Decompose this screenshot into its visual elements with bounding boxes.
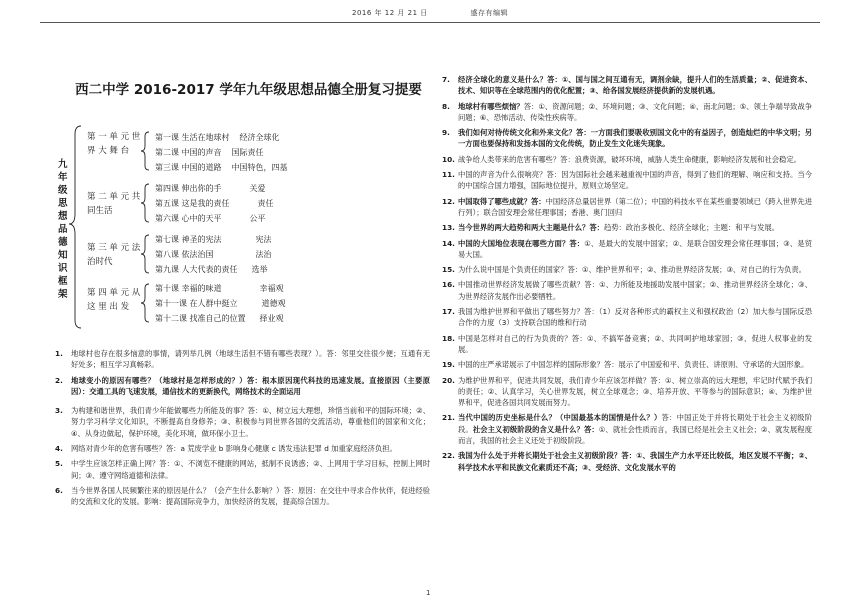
lesson-title: 第十一课 在人群中挺立 [155,299,238,308]
list-item [442,375,812,409]
list-item [55,458,430,481]
item-text: 中学生应该怎样正确上网？答：①、不浏览不健康的网站，抵制不良诱惑；②、上网用于学习目标，控制上网时间；③、遵守网络道德和法律。 [71,459,430,480]
item-text: 战争给人类带来的危害有哪些？答：浪费资源，破坏环境，威胁人类生命健康，影响经济发展和社会稳定。 [458,154,801,164]
item-number: 6. [55,485,63,495]
list-item [442,238,812,261]
item-text: ①、就社会性质而言，我国已经是社会主义社会；②、就发展程度而言，我国的社会主义还处于初级阶段。 [458,424,813,446]
item-text: 地球变小的原因有哪些？（地球村是怎样形成的？）答：根本原因现代科技的迅速发展。直接原因（主要原因）：交通工具的飞速发展，通信技术的更新换代，网络技术的全面运用 [71,375,430,396]
item-number: 9. [442,128,450,138]
lesson-title: 第一课 生活在地球村 [155,133,230,142]
item-number: 15. [442,265,455,275]
item-text: 答：中国正处于并将长期处于社会主义初级阶段。 [458,413,812,434]
header-editor: 盛存有编辑 [470,9,508,17]
lesson-topic: 国际责任 [231,148,264,157]
page-title: 西二中学 2016-2017 学年九年级思想品德全册复习提要 [75,82,422,98]
item-number: 7. [442,75,450,84]
header-divider [40,22,820,23]
knowledge-framework [55,114,430,336]
item-text: 中国的庄严承诺展示了中国怎样的国际形象？答：展示了中国爱和平、负责任、讲原则、守承诺的大国形象。 [458,360,809,370]
unit-4-lesson-2 [155,296,286,311]
unit-4-name: 第 四 单 元 从 这 里 出 发 [87,288,141,312]
item-text: 社会主义初级阶段的含义是什么？答： [472,424,599,434]
unit-1-lesson-1 [155,130,280,145]
lesson-topic: 宪法 [255,235,272,244]
unit-3-name: 第 三 单 元 法治时代 [87,243,141,267]
item-number: 11. [442,170,455,180]
lesson-topic: 选举 [251,265,268,274]
unit-3-lesson-2 [155,247,272,262]
lesson-title: 第八课 依法治国 [155,250,214,259]
item-text: 答：①、资源问题；②、环境问题；③、文化问题；④、南北问题；⑤、领土争端导致战争问题；⑥、恐怖活动、传染性疾病等。 [458,101,812,122]
item-text: 趋势：政治多极化、经济全球化；主题：和平与发展。 [603,223,780,233]
item-text: 为维护世界和平，促进共同发展，我们青少年应该怎样做？答：①、树立崇高的远大理想，牢记时代赋予我们的责任；②、认真学习，关心世界发展，树立全球观念；③、培养开放、平等参与的国际意识；④、为维护世界和平，促进各国共同发展而努力。 [458,375,812,408]
left-column [55,60,430,512]
list-item [442,412,812,446]
page-number: 1 [426,589,431,597]
list-item [55,375,430,398]
lesson-title: 第四课 伸出你的手 [155,184,222,193]
item-number: 14. [442,238,455,248]
item-number: 21. [442,413,455,423]
left-question-list [55,348,430,508]
item-text: 经济全球化的意义是什么？答：①、国与国之间互通有无，调剂余缺，提升人们的生活质量；②、促进资本、技术、知识等在全球范围内的优化配置；③、给各国发展经济提供新的发展机遇。 [458,75,812,96]
item-number: 4. [55,444,63,454]
unit-1-lesson-3 [155,160,288,175]
lesson-title: 第十课 幸福的味道 [155,284,222,293]
framework-vertical-title: 九年级思想品德知识框架 [58,159,68,300]
unit-1-name: 第 一 单 元 世 界 大 舞 台 [87,132,141,156]
item-text: 为构建和谐世界，我们青少年能做哪些力所能及的事？答：①、树立远大理想，珍惜当前和平的国际环境；②、努力学习科学文化知识，不断提高自身修养；③、积极参与同世界各国的交流活动，尊重他们的国家和文化；④、从身边做起，保护环境，美化环境，做环保小卫士。 [71,406,430,438]
list-item [442,279,812,302]
item-number: 19. [442,360,455,370]
list-item [442,450,812,473]
item-text: 当今世界的两大趋势和两大主题是什么？答： [458,223,604,233]
unit-4-lesson-3 [155,311,284,326]
item-text: 我国为什么处于并将长期处于社会主义初级阶段？答：①、我国生产力水平还比较低，地区发展不平衡；②、科学技术水平和民族文化素质还不高；③、受经济、文化发展水平的 [458,451,812,472]
lesson-title: 第六课 心中的天平 [155,214,222,223]
item-text: 中国是怎样对自己的行为负责的？答：①、不搞军备竞赛；②、共同呵护地球家园；③、促进人权事业的发展。 [458,333,812,354]
item-number: 20. [442,375,455,385]
main-brace-icon [69,126,81,328]
item-number: 16. [442,280,455,290]
list-item [442,154,812,165]
list-item [442,264,812,275]
item-number: 18. [442,333,455,343]
item-text: 中国推动世界经济发展做了哪些贡献？答：①、力所能及地援助发展中国家；②、推动世界经济全球化；③、为世界经济发展作出必要牺牲。 [458,280,812,301]
lesson-title: 第十二课 找准自己的位置 [155,314,246,323]
list-item [442,196,812,219]
item-text: 网络对青少年的危害有哪些？答：a 荒废学业 b 影响身心健康 c 诱发违法犯罪 d 加重家庭经济负担。 [71,444,397,454]
lesson-topic: 中国特色，四基 [231,163,288,172]
unit-2-name: 第 二 单 元 共同生活 [87,192,141,216]
unit-2-lesson-2 [155,196,274,211]
item-number: 5. [55,459,63,469]
unit-3-lesson-1 [155,232,272,247]
unit-4-lesson-1 [155,281,284,296]
lesson-topic: 经济全球化 [239,133,280,142]
page-header [0,8,860,18]
item-number: 22. [442,451,455,461]
list-item [55,405,430,439]
header-date: 2016 年 12 月 21 日 [352,9,428,17]
item-text: 地球村也存在很多恼意的事情，请列举几例（地球生活但不错有哪些表现？）。答：邻里交往很少便；互通有无好处多；相互学习真畅彩。 [71,349,430,370]
item-text: 地球村有哪些烦恼？ [458,101,524,111]
item-number: 1. [55,349,63,358]
unit-2-lesson-3 [155,211,266,226]
item-number: 13. [442,223,455,233]
item-number: 2. [55,375,63,385]
item-text: 当代中国的历史坐标是什么？（中国最基本的国情是什么？） [458,413,662,423]
lesson-topic: 关爱 [249,184,266,193]
right-question-list [442,74,812,473]
list-item [442,333,812,356]
list-item [442,306,812,329]
item-text: ①、是最大的发展中国家；②、是联合国安理会常任理事国；③、是贸易大国。 [458,238,813,259]
list-item [442,222,812,233]
item-text: 为什么说中国是个负责任的国家？答：①、维护世界和平；②、推动世界经济发展；③、对自己的行为负责。 [458,265,806,275]
item-text: 中国的大国地位表现在哪些方面？答： [458,238,585,248]
lesson-topic: 责任 [257,199,274,208]
lesson-title: 第三课 中国的道路 [155,163,222,172]
unit-3-lesson-3 [155,262,268,277]
list-item [442,359,812,370]
list-item [442,101,812,124]
list-item [55,348,430,371]
list-item [442,169,812,192]
lesson-topic: 公平 [249,214,266,223]
right-column [442,74,812,477]
item-number: 3. [55,406,63,416]
lesson-topic: 幸福观 [259,284,284,293]
unit-2-lesson-1 [155,181,266,196]
lesson-title: 第七课 神圣的宪法 [155,235,222,244]
lesson-topic: 道德观 [261,299,286,308]
lesson-title: 第九课 人大代表的责任 [155,265,238,274]
item-text: 中国取得了哪些成就？答： [458,196,546,206]
list-item [55,485,430,508]
item-text: 中国的声音为什么很响亮？答：因为国际社会越来越重视中国的声音，得到了他们的理解、响应和支持。当今的中国综合国力增强，国际地位提升，原则立场坚定。 [458,170,812,191]
item-number: 17. [442,307,455,317]
lesson-title: 第二课 中国的声音 [155,148,222,157]
item-text: 当今世界各国人民频繁往来的原因是什么？（会产生什么影响？）答：原因：在交往中寻求合作伙伴，促进经验的交流和文化的发展。影响：提高国际竞争力，加快经济的发展，提高综合国力。 [71,485,430,507]
unit-1-lesson-2 [155,145,264,160]
item-text: 我们如何对待传统文化和外来文化？答：一方面我们要吸收别国文化中的有益因子，创造灿烂的中华文明；另一方面也要保持和发扬本国的文化传统，防止发生文化迷失现象。 [458,128,812,149]
lesson-topic: 择业观 [259,314,284,323]
list-item [442,127,812,150]
item-number: 12. [442,196,455,206]
list-item [55,443,430,454]
item-text: 中国经济总量居世界（第二位）；中国的科技水平在某些重要领域已（跨入世界先进行列）；联合国安理会常任理事国；香港、奥门回归 [458,196,812,217]
item-text: 我国为维护世界和平做出了哪些努力？答：（1）反对各种形式的霸权主义和强权政治（2）加大参与国际反恐合作的力度（3）支持联合国的维和行动 [458,307,812,328]
item-number: 10. [442,154,455,164]
lesson-topic: 法治 [255,250,272,259]
list-item [442,74,812,97]
lesson-title: 第五课 这是我的责任 [155,199,230,208]
item-number: 8. [442,101,450,111]
